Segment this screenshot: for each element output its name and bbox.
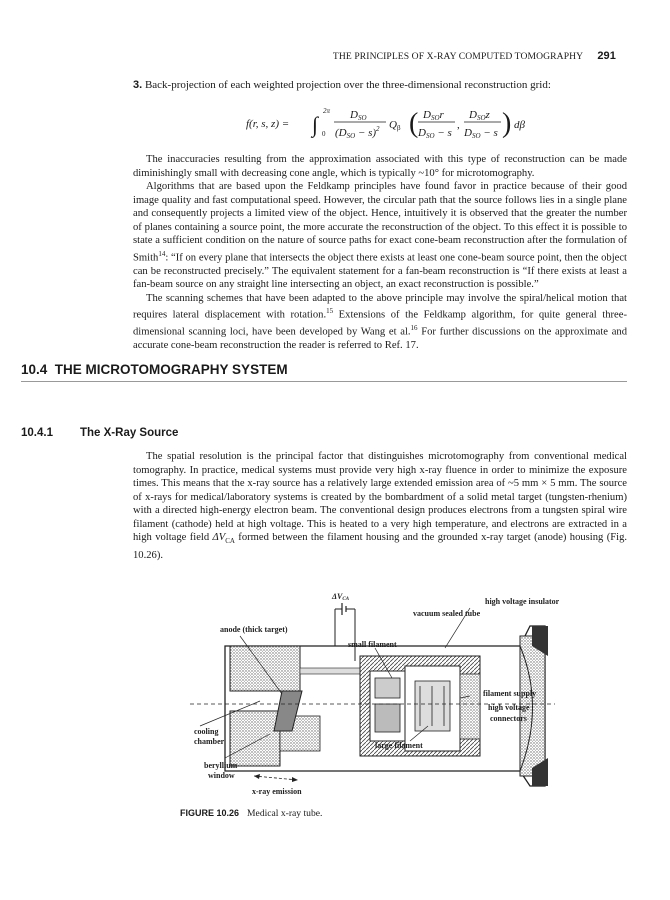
frac1-denominator: (DSO − s)$^2$ [335, 125, 380, 140]
figure-caption [180, 808, 322, 819]
label-delta-v: ΔVCA [332, 592, 350, 602]
q-beta: Qβ [389, 119, 401, 132]
svg-text:): ) [502, 108, 512, 139]
step-number: 3. [133, 79, 143, 91]
frac2-numerator: DSOr [423, 109, 444, 122]
page-number: 291 [597, 50, 616, 62]
xray-source-text [133, 450, 627, 562]
section-rule [21, 381, 627, 382]
emission-arrow [254, 776, 298, 780]
label-cooling-1: cooling [194, 727, 219, 736]
xray-paragraph: The spatial resolution is the principal factor that distinguishes microtomography from conventional medical tomography. In practice, medical systems must provide very high x-ray fluence in order to minimize the exposure times. This means that the x-ray source has a relatively large extended emission area of ~5 mm × 5 mm. The source of x-rays for medical/laboratory systems is created by the bombardment of a solid metal target (tungsten-rhenium) with a directed high-energy electron beam. The conventional design produces electrons from a tungsten spiral wire filament (cathode) held at high voltage. This is heated to a very high temperature, and electrons are extracted in a high voltage field $\Delta V_{CA}$ formed between the filament housing and the grounded x-ray target (anode) housing (Fig. 10.26). [133, 451, 628, 561]
label-small-filament: small filament [348, 640, 397, 649]
xray-tube-figure [170, 586, 570, 806]
paragraph-3: The scanning schemes that have been adapted to the above principle may involve the spiral/helical motion that requires lateral displacement with rotation.$^{15}$ Extensions of the Feldkamp algorithm, for quite general three-dimensional scanning loci, have been developed by Wang et al.$^{16}$ For further discussions on the approximate and accurate cone-beam reconstruction the reader is referred to Ref. 17. [133, 292, 627, 352]
reconstruction-text [133, 153, 627, 353]
step-3 [133, 79, 627, 91]
integral-lower-limit: 0 [322, 130, 326, 138]
label-anode: anode (thick target) [220, 625, 288, 634]
label-hv-insulator: high voltage insulator [485, 597, 560, 606]
svg-text:(: ( [409, 108, 419, 139]
svg-text:,: , [457, 119, 460, 131]
anode-block [230, 646, 300, 691]
frac3-denominator: DSO − s [464, 127, 498, 140]
equation-lhs: f(r, s, z) = [246, 118, 290, 130]
frac3-numerator: DSOz [469, 109, 490, 122]
paragraph-1: The inaccuracies resulting from the approximation associated with this type of reconstruction can be made diminishingly small with decreasing cone angle, which is typically ~10° for microtomography. [133, 154, 627, 179]
d-beta: dβ [514, 119, 525, 131]
label-filament-supply: filament supply [483, 689, 537, 698]
backprojection-equation [246, 103, 546, 145]
label-vacuum-tube: vacuum sealed tube [413, 609, 481, 618]
step-text: Back-projection of each weighted projection over the three-dimensional reconstruction grid: [144, 79, 551, 91]
subsection-heading [21, 427, 178, 439]
label-xray-emission: x-ray emission [252, 787, 302, 796]
frac2-denominator: DSO − s [418, 127, 452, 140]
caption-label: FIGURE 10.26 [180, 808, 240, 818]
label-hv-connectors-1: high voltage [488, 703, 530, 712]
section-number: 10.4 [21, 362, 48, 377]
integral-upper-limit: 2π [323, 107, 331, 115]
label-cooling-2: chamber [194, 737, 225, 746]
subsection-title: The X-Ray Source [80, 427, 179, 439]
frac1-numerator: DSO [350, 109, 367, 122]
label-beryllium-1: beryllium [204, 761, 238, 770]
paragraph-2: Algorithms that are based upon the Feldkamp principles have found favor in practice because of their good image quality and fast computational speed. However, the circular path that the source follows lies in a single plane and consequently projects a limited view of the object. Hence, intuitively it is observed that the greater the number of planes containing a source point, the more accurate the reconstruction of the object. To this effect it is possible to state a sufficient condition on the nature of source paths for exact cone-beam reconstruction after the formulation of Smith$^{14}$: “If on every plane that intersects the object there exists at least one cone-beam source point, then the object can be reconstructed precisely.” The equivalent statement for a fan-beam reconstruction is “If there exists at least a fan-beam source on any straight line intersecting an object, an exact reconstruction is possible.” [133, 181, 627, 291]
running-header [333, 50, 616, 62]
section-heading [21, 362, 288, 377]
running-title: THE PRINCIPLES OF X-RAY COMPUTED TOMOGRAPHY [332, 51, 583, 62]
integral-sign: ∫ [312, 112, 319, 137]
label-beryllium-2: window [208, 771, 235, 780]
section-title: THE MICROTOMOGRAPHY SYSTEM [54, 362, 288, 377]
caption-text: Medical x-ray tube. [247, 808, 323, 819]
label-hv-connectors-2: connectors [490, 714, 527, 723]
subsection-number: 10.4.1 [21, 427, 53, 439]
label-large-filament: large filament [375, 741, 423, 750]
